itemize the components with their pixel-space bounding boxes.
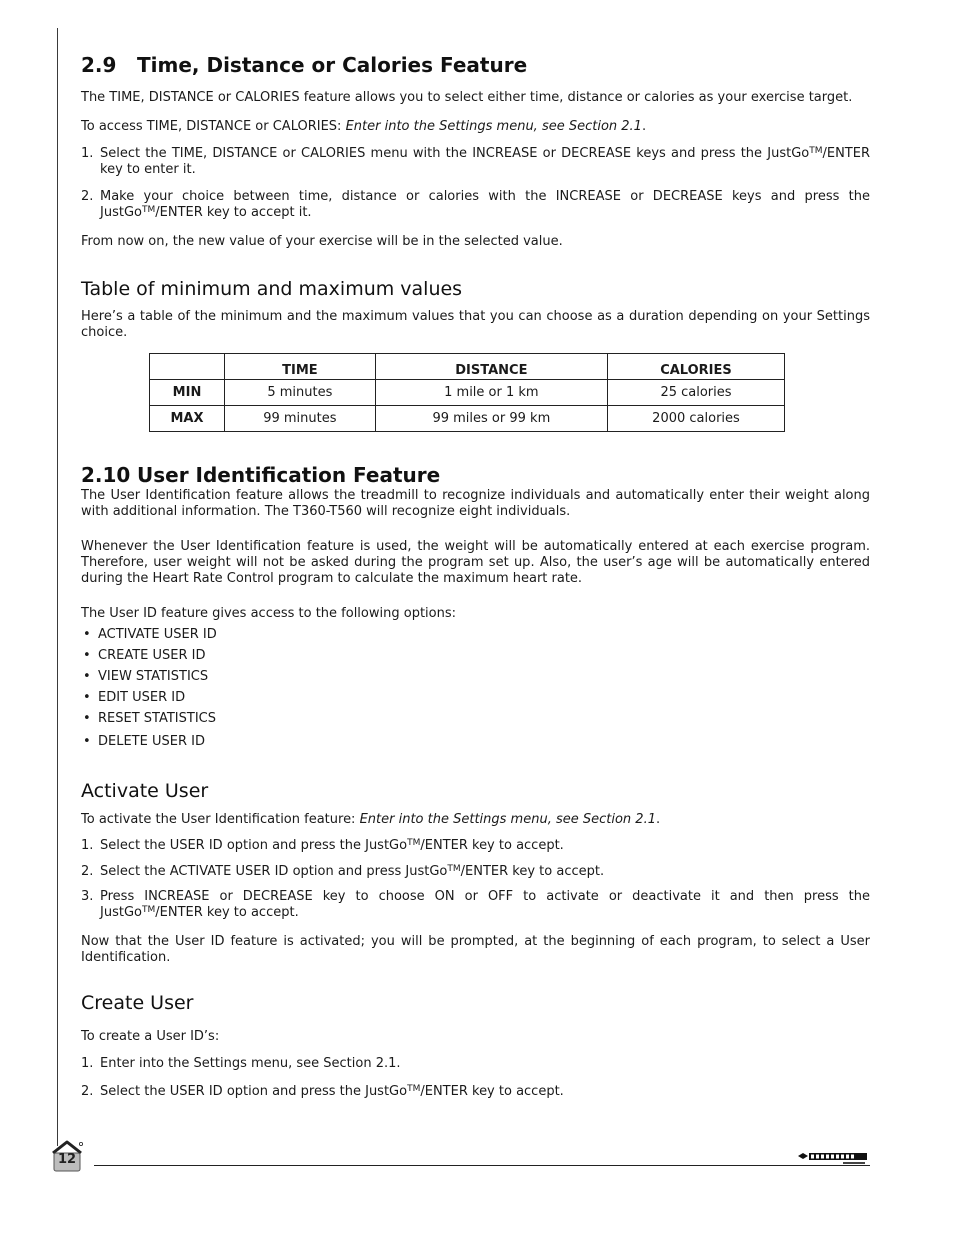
section-2-9-heading	[81, 52, 870, 78]
table-row	[150, 380, 785, 406]
table-row	[150, 406, 785, 432]
settings-reference: Enter into the Settings menu, see Section 2.1	[359, 812, 656, 827]
minmax-heading: Table of minimum and maximum values	[81, 278, 463, 300]
paragraph	[81, 119, 870, 135]
text: /ENTER key to accept.	[155, 905, 299, 920]
list-item	[81, 889, 870, 921]
text: To activate the User Identification feature:	[81, 812, 360, 827]
text: /ENTER key to enter it.	[100, 146, 870, 177]
list-number: 1.	[81, 838, 94, 853]
left-margin-rule	[57, 28, 58, 1146]
paragraph: From now on, the new value of your exercise will be in the selected value.	[81, 234, 563, 249]
text: /ENTER key to accept it.	[155, 205, 312, 220]
create-user-heading: Create User	[81, 992, 194, 1014]
list-item	[81, 864, 870, 880]
list-item: • VIEW STATISTICS	[81, 669, 870, 690]
column-header: CALORIES	[607, 354, 784, 380]
paragraph: The User ID feature gives access to the following options:	[81, 606, 457, 621]
page-content	[81, 52, 870, 1100]
text: .	[641, 119, 647, 134]
table-cell: 1 mile or 1 km	[375, 380, 607, 406]
user-id-options-list	[81, 627, 870, 755]
text: Select the USER ID option and press the JustGo	[100, 1084, 408, 1099]
list-number: 2.	[81, 864, 94, 879]
text: Enter into the Settings menu, see Section 2.1.	[100, 1056, 401, 1071]
paragraph: Here’s a table of the minimum and the maximum values that you can choose as a duration depending on your Settings choice.	[81, 309, 870, 340]
paragraph: The TIME, DISTANCE or CALORIES feature allows you to select either time, distance or calories as your exercise target.	[81, 90, 853, 105]
trademark: TM	[407, 838, 421, 848]
activate-user-heading: Activate User	[81, 780, 209, 802]
section-number: 2.10	[81, 463, 131, 487]
list-item	[81, 1056, 870, 1072]
text: To access TIME, DISTANCE or CALORIES:	[81, 119, 346, 134]
table-corner-cell	[150, 354, 225, 380]
list-item: • RESET STATISTICS	[81, 711, 870, 734]
minmax-table	[149, 353, 785, 432]
list-number: 2.	[81, 1084, 94, 1099]
text: Make your choice between time, distance or calories with the INCREASE or DECREASE keys and press the JustGo	[100, 189, 870, 220]
list-item: • ACTIVATE USER ID	[81, 627, 870, 648]
list-number: 1.	[81, 146, 94, 161]
settings-reference: Enter into the Settings menu, see Section 2.1	[345, 119, 642, 134]
row-header: MAX	[150, 406, 225, 432]
table-cell: 5 minutes	[225, 380, 376, 406]
paragraph: The User Identification feature allows the treadmill to recognize individuals and automatically enter their weight along with additional information. The T360-T560 will recognize eight individuals.	[81, 488, 870, 519]
list-item	[81, 1084, 870, 1100]
footer-rule	[94, 1165, 870, 1166]
trademark: TM	[141, 205, 156, 215]
table-cell: 99 minutes	[225, 406, 376, 432]
text: Press INCREASE or DECREASE key to choose ON or OFF to activate or deactivate it and then press the JustGo	[100, 889, 870, 920]
trademark: TM	[447, 864, 461, 874]
list-item: • DELETE USER ID	[81, 734, 870, 755]
text: Select the ACTIVATE USER ID option and press JustGo	[100, 864, 448, 879]
text: /ENTER key to accept.	[420, 1084, 564, 1099]
section-title: User Identification Feature	[137, 463, 441, 487]
list-item	[81, 189, 870, 221]
list-number: 2.	[81, 189, 94, 204]
list-item: • EDIT USER ID	[81, 690, 870, 711]
table-cell: 2000 calories	[607, 406, 784, 432]
trademark: TM	[809, 146, 823, 156]
text: /ENTER key to accept.	[420, 838, 564, 853]
section-title: Time, Distance or Calories Feature	[137, 53, 528, 77]
list-item	[81, 838, 870, 854]
paragraph: Now that the User ID feature is activated; you will be prompted, at the beginning of each program, to select a User Identification.	[81, 934, 870, 965]
section-number: 2.9	[81, 53, 117, 77]
text: Select the TIME, DISTANCE or CALORIES menu with the INCREASE or DECREASE keys and press the JustGo	[100, 146, 810, 161]
table-header-row	[150, 354, 785, 380]
trademark: TM	[141, 905, 156, 915]
table-cell: 99 miles or 99 km	[375, 406, 607, 432]
list-item	[81, 146, 870, 178]
text: /ENTER key to accept.	[460, 864, 605, 879]
column-header: DISTANCE	[375, 354, 607, 380]
paragraph	[81, 812, 870, 828]
list-item: • CREATE USER ID	[81, 648, 870, 669]
row-header: MIN	[150, 380, 225, 406]
section-2-10-heading	[81, 462, 870, 488]
list-number: 1.	[81, 1056, 94, 1071]
trademark: TM	[407, 1084, 421, 1094]
page-number: 12	[57, 1152, 77, 1167]
column-header: TIME	[225, 354, 376, 380]
table-cell: 25 calories	[607, 380, 784, 406]
list-number: 3.	[81, 889, 94, 904]
paragraph: To create a User ID’s:	[81, 1029, 220, 1044]
bodyguard-logo	[797, 1150, 869, 1166]
paragraph: Whenever the User Identification feature is used, the weight will be automatically entered at each exercise program. Therefore, user weight will not be asked during the program set up. Also, the user’s age will be automatically entered during the Heart Rate Control program to calculate the maximum heart rate.	[81, 539, 870, 586]
text: Select the USER ID option and press the JustGo	[100, 838, 408, 853]
text: .	[655, 812, 661, 827]
